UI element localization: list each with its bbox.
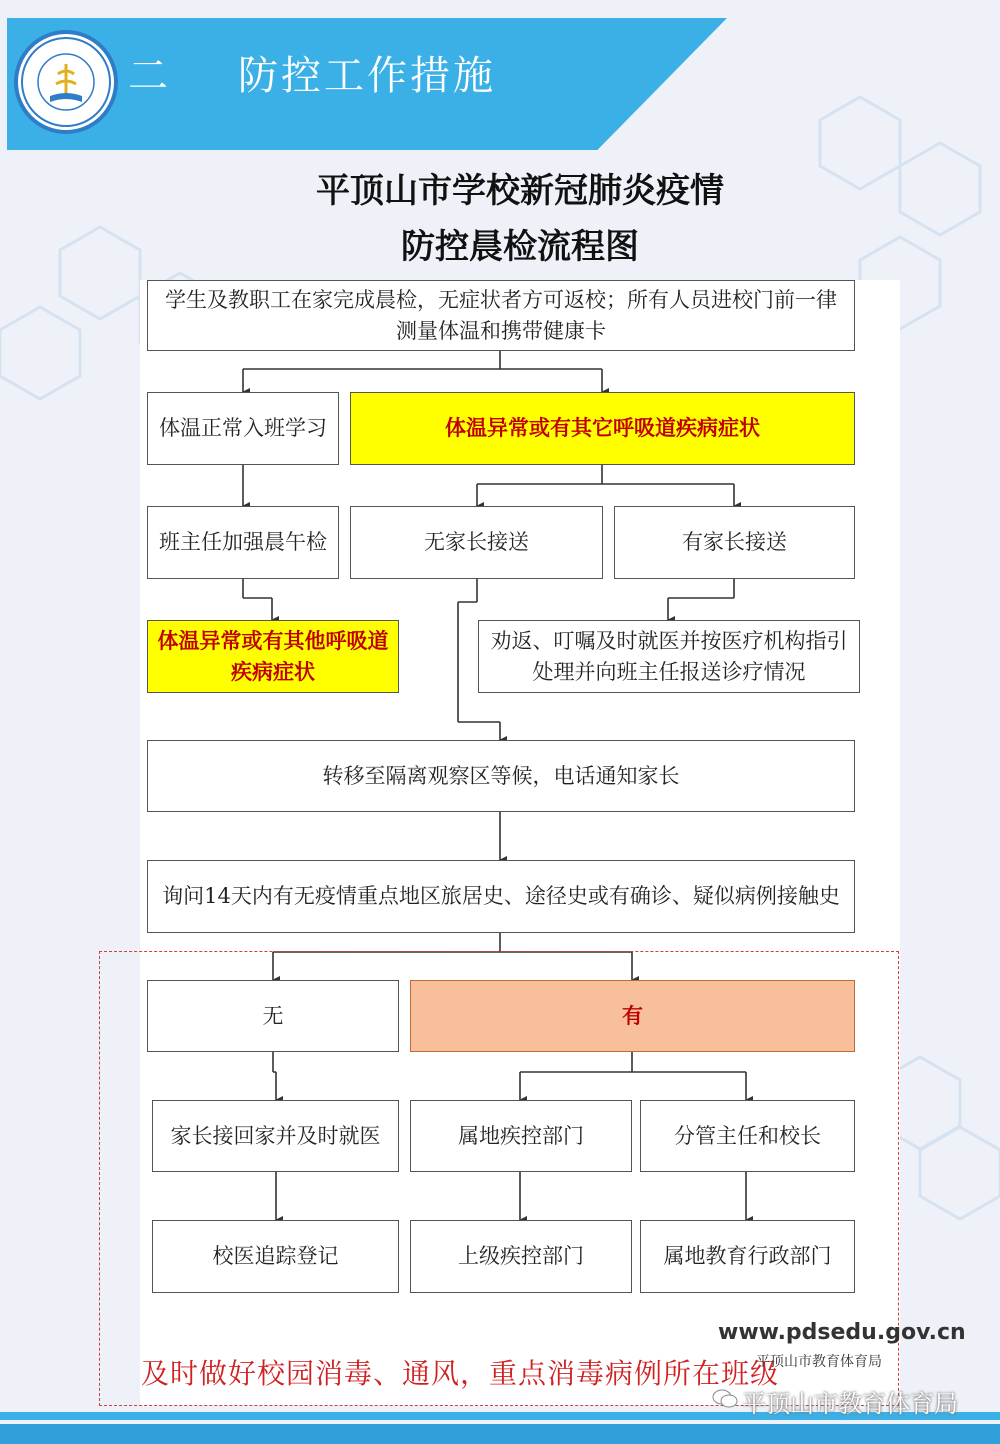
node-local-edu-dept: 属地教育行政部门 [640,1220,855,1293]
wechat-icon [712,1388,738,1410]
node-advise-return: 劝返、叮嘱及时就医并按医疗机构指引处理并向班主任报送诊疗情况 [478,620,860,693]
node-has-parent: 有家长接送 [614,506,855,579]
site-url: www.pdsedu.gov.cn [718,1320,966,1345]
node-has-history: 有 [410,980,855,1052]
node-abnormal-temp-2: 体温异常或有其他呼吸道疾病症状 [147,620,399,693]
watermark-text: 平顶山市教育体育局 [742,1390,958,1418]
node-isolate: 转移至隔离观察区等候，电话通知家长 [147,740,855,812]
node-local-cdc: 属地疾控部门 [410,1100,632,1172]
node-school-doctor: 校医追踪登记 [152,1220,399,1293]
disinfection-note: 及时做好校园消毒、通风，重点消毒病例所在班级 [140,1357,779,1390]
flowchart-title-line2: 防控晨检流程图 [401,227,639,267]
section-title: 防控工作措施 [238,53,496,99]
node-director-principal: 分管主任和校长 [640,1100,855,1172]
flowchart-title-line1: 平顶山市学校新冠肺炎疫情 [316,171,724,211]
node-normal-temp: 体温正常入班学习 [147,392,339,465]
node-no-parent: 无家长接送 [350,506,603,579]
node-parent-pickup: 家长接回家并及时就医 [152,1100,399,1172]
node-start: 学生及教职工在家完成晨检，无症状者方可返校；所有人员进校门前一律测量体温和携带健康卡 [147,280,855,351]
section-number: 二 [128,53,170,99]
node-inquiry: 询问14天内有无疫情重点地区旅居史、途径史或有确诊、疑似病例接触史 [147,860,855,933]
node-abnormal-temp: 体温异常或有其它呼吸道疾病症状 [350,392,855,465]
site-org: 平顶山市教育体育局 [756,1354,882,1370]
node-teacher-check: 班主任加强晨午检 [147,506,339,579]
node-no-history: 无 [147,980,399,1052]
node-upper-cdc: 上级疾控部门 [410,1220,632,1293]
